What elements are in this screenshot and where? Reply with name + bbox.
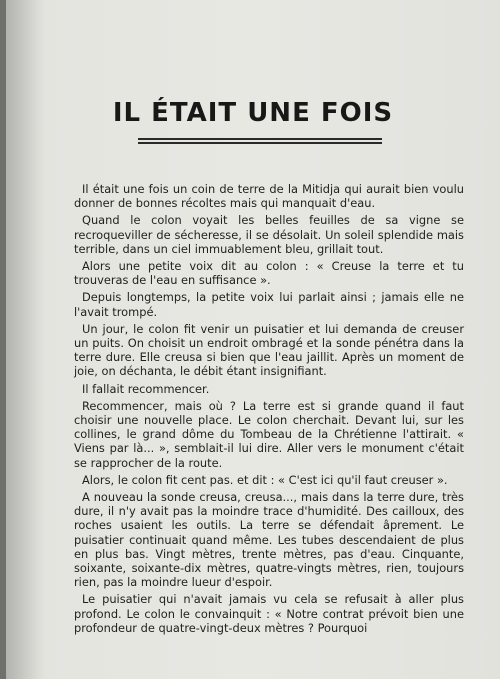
paragraph: A nouveau la sonde creusa, creusa..., mais dans la terre dure, très dure, il n'y avait pas la moindre trace d'humidité. Des cailloux, des roches usaient les outils. La terre se défendait âprement. Le puisatier continuait quand même. Les tubes descendaient de plus en plus bas. Vingt mètres, trente mètres, pas d'eau. Cinquante, soixante, soixante-dix mètres, quatre-vingts mètres, rien, toujours rien, pas la moindre lueur d'espoir. <box>74 490 464 590</box>
body-text <box>74 182 464 638</box>
paragraph: Le puisatier qui n'avait jamais vu cela se refusait à aller plus profond. Le colon le convainquit : « Notre contrat prévoit bien une profondeur de quatre-vingt-deux mètres ? Pourquoi <box>74 592 464 635</box>
paragraph: Quand le colon voyait les belles feuilles de sa vigne se recroqueviller de sécheresse, il se désolait. Un soleil splendide mais terrible, dans un ciel immuablement bleu, grillait tout. <box>74 213 464 256</box>
paragraph: Il était une fois un coin de terre de la Mitidja qui aurait bien voulu donner de bonnes récoltes mais qui manquait d'eau. <box>74 182 464 211</box>
title-rule-bottom <box>138 142 382 144</box>
paragraph: Un jour, le colon fit venir un puisatier et lui demanda de creuser un puits. On choisit un endroit ombragé et la sonde pénétra dans la terre dure. Elle creusa si bien que l'eau jaillit. Après un moment de joie, on déchanta, le débit étant insignifiant. <box>74 321 464 379</box>
paragraph: Recommencer, mais où ? La terre est si grande quand il faut choisir une nouvelle place. Le colon cherchait. Devant lui, sur les collines, le grand dôme du Tombeau de la Chrétienne l'attirait. « Viens par là... », semblait-il lui dire. Aller vers le monument c'était se rapprocher de la route. <box>74 398 464 470</box>
paragraph: Depuis longtemps, la petite voix lui parlait ainsi ; jamais elle ne l'avait trompé. <box>74 290 464 319</box>
book-page <box>6 0 500 679</box>
page-title: IL ÉTAIT UNE FOIS <box>112 98 394 128</box>
title-rule-top <box>138 138 382 140</box>
paragraph: Alors, le colon fit cent pas. et dit : « C'est ici qu'il faut creuser ». <box>82 472 448 487</box>
paragraph: Alors une petite voix dit au colon : « Creuse la terre et tu trouveras de l'eau en suffisance ». <box>74 259 464 288</box>
paragraph: Il fallait recommencer. <box>82 381 210 396</box>
